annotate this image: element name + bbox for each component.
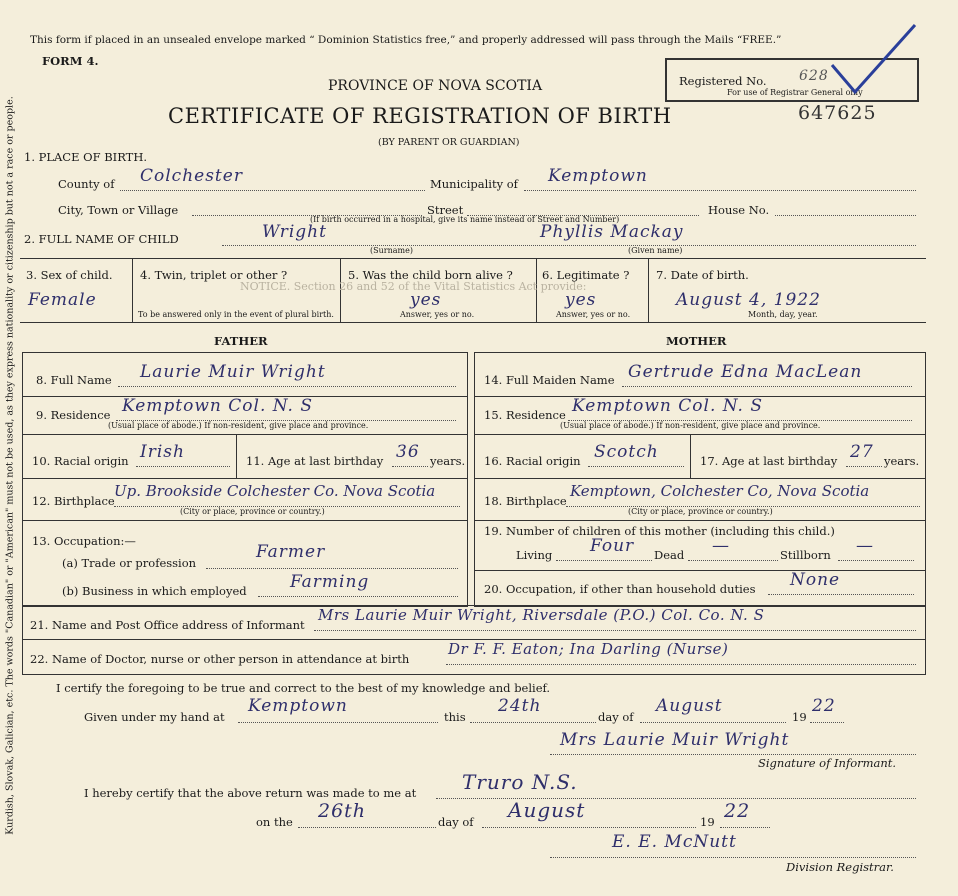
trade-label: (a) Trade or profession [62,556,197,570]
mother-bp-label: 18. Birthplace [484,494,567,508]
municipality-label: Municipality of [430,177,518,191]
mother-occupation: None [790,570,841,590]
legit-label: 6. Legitimate ? [542,268,630,282]
mother-res-label: 15. Residence [484,408,566,422]
county-label: County of [58,177,115,191]
signature-caption: Signature of Informant. [758,756,897,770]
father-res-note: (Usual place of abode.) If non-resident, give place and province. [108,421,369,430]
province-heading: PROVINCE OF NOVA SCOTIA [328,78,543,94]
mother-age-unit: years. [884,454,920,468]
mother-age-label: 17. Age at last birthday [700,454,838,468]
dead-value: — [712,536,730,556]
given-caption: (Given name) [628,246,683,255]
mother-bp-note: (City or place, province or country.) [628,507,773,516]
living-value: Four [590,536,635,556]
dob-note: Month, day, year. [748,310,818,319]
legit-value: yes [565,290,597,310]
children-label: 19. Number of children of this mother (including this child.) [484,524,835,538]
father-race-label: 10. Racial origin [32,454,129,468]
registered-label: Registered No. [679,74,767,88]
alive-note: Answer, yes or no. [400,310,475,319]
father-name-label: 8. Full Name [36,373,112,387]
sex-label: 3. Sex of child. [26,268,113,282]
checkmark-icon [820,20,920,100]
given-day: 24th [498,696,542,716]
registrar-year: 22 [724,800,751,822]
mother-residence: Kemptown Col. N. S [572,396,764,416]
stillborn-value: — [856,536,874,556]
mother-age: 27 [850,442,874,462]
father-age: 36 [396,442,420,462]
doctor-value: Dr F. F. Eaton; Ina Darling (Nurse) [448,640,729,658]
given-place: Kemptown [248,696,348,716]
father-residence: Kemptown Col. N. S [122,396,314,416]
father-name: Laurie Muir Wright [140,362,326,382]
mother-section [474,352,926,607]
given-day-of: day of [598,710,634,724]
registrar-place: Truro N.S. [462,770,578,794]
mother-name: Gertrude Edna MacLean [628,362,863,382]
father-res-label: 9. Residence [36,408,111,422]
mother-race-label: 16. Racial origin [484,454,581,468]
doctor-label: 22. Name of Doctor, nurse or other person in attendance at birth [30,652,410,666]
father-trade: Farmer [256,542,326,562]
child-surname: Wright [262,222,327,242]
father-heading: FATHER [214,334,268,348]
mother-heading: MOTHER [666,334,727,348]
dead-label: Dead [654,548,685,562]
father-bp-label: 12. Birthplace [32,494,115,508]
business-label: (b) Business in which employed [62,584,247,598]
given-year: 22 [812,696,836,716]
registrar-month: August [508,798,586,822]
mother-name-label: 14. Full Maiden Name [484,373,615,387]
dob-value: August 4, 1922 [676,290,821,310]
father-business: Farming [290,572,370,592]
street-label: Street [427,203,464,217]
side-note-band [0,30,14,890]
registrar-on-label: on the [256,815,293,829]
informant-label: 21. Name and Post Office address of Informant [30,618,305,632]
registrar-signature: E. E. McNutt [612,832,737,852]
alive-label: 5. Was the child born alive ? [348,268,513,282]
registrar-caption: Division Registrar. [786,860,894,874]
city-label: City, Town or Village [58,203,179,217]
house-label: House No. [708,203,770,217]
registrar-day-of: day of [438,815,474,829]
side-note: Kurdish, Slovak, Galician, etc. The words "Canadian" or "American" must not be used, as they express nationality or citizenship but not a race or people. [4,96,16,835]
place-heading: 1. PLACE OF BIRTH. [24,150,148,164]
registrar-statement: I hereby certify that the above return was made to me at [84,786,417,800]
faint-notice: NOTICE. Section 26 and 52 of the Vital Statistics Act provide: [240,280,587,293]
mother-occ-label: 20. Occupation, if other than household duties [484,582,756,596]
father-race: Irish [140,442,185,462]
mother-res-note: (Usual place of abode.) If non-resident, give place and province. [560,421,821,430]
given-year-prefix: 19 [792,710,807,724]
father-birthplace: Up. Brookside Colchester Co. Nova Scotia [114,482,436,500]
father-occ-label: 13. Occupation:— [32,534,136,548]
alive-value: yes [410,290,442,310]
stillborn-label: Stillborn [780,548,831,562]
father-age-label: 11. Age at last birthday [246,454,384,468]
municipality-value: Kemptown [548,166,648,186]
certify-statement: I certify the foregoing to be true and correct to the best of my knowledge and belief. [56,681,551,695]
sex-value: Female [28,290,97,310]
county-value: Colchester [140,166,243,186]
legit-note: Answer, yes or no. [556,310,631,319]
surname-caption: (Surname) [370,246,413,255]
twin-label: 4. Twin, triplet or other ? [140,268,288,282]
registered-note: For use of Registrar General only [727,88,863,97]
mother-race: Scotch [594,442,659,462]
hospital-note: (If birth occurred in a hospital, give its name instead of Street and Number) [310,215,620,224]
informant-value: Mrs Laurie Muir Wright, Riversdale (P.O.) Col. Co. N. S [318,606,765,624]
registration-stamp: 647625 [798,102,877,124]
mail-notice: This form if placed in an unsealed envelope marked “ Dominion Statistics free,” and properly addressed will pass through the Mails “FREE.” [30,34,782,46]
registered-number: 628 [799,68,829,84]
father-bp-note: (City or place, province or country.) [180,507,325,516]
registrar-year-prefix: 19 [700,815,715,829]
mother-birthplace: Kemptown, Colchester Co, Nova Scotia [570,482,870,500]
father-age-unit: years. [430,454,466,468]
page-subtitle: (BY PARENT OR GUARDIAN) [378,137,520,148]
page-title: CERTIFICATE OF REGISTRATION OF BIRTH [168,104,672,128]
living-label: Living [516,548,553,562]
form-number: FORM 4. [42,54,99,68]
given-label: Given under my hand at [84,710,225,724]
informant-signature: Mrs Laurie Muir Wright [560,730,790,750]
child-name-label: 2. FULL NAME OF CHILD [24,232,179,246]
registrar-day: 26th [318,800,367,822]
dob-label: 7. Date of birth. [656,268,749,282]
twin-note: To be answered only in the event of plural birth. [138,310,334,319]
given-month: August [656,696,723,716]
this-label: this [444,710,466,724]
child-given-name: Phyllis Mackay [540,222,684,242]
